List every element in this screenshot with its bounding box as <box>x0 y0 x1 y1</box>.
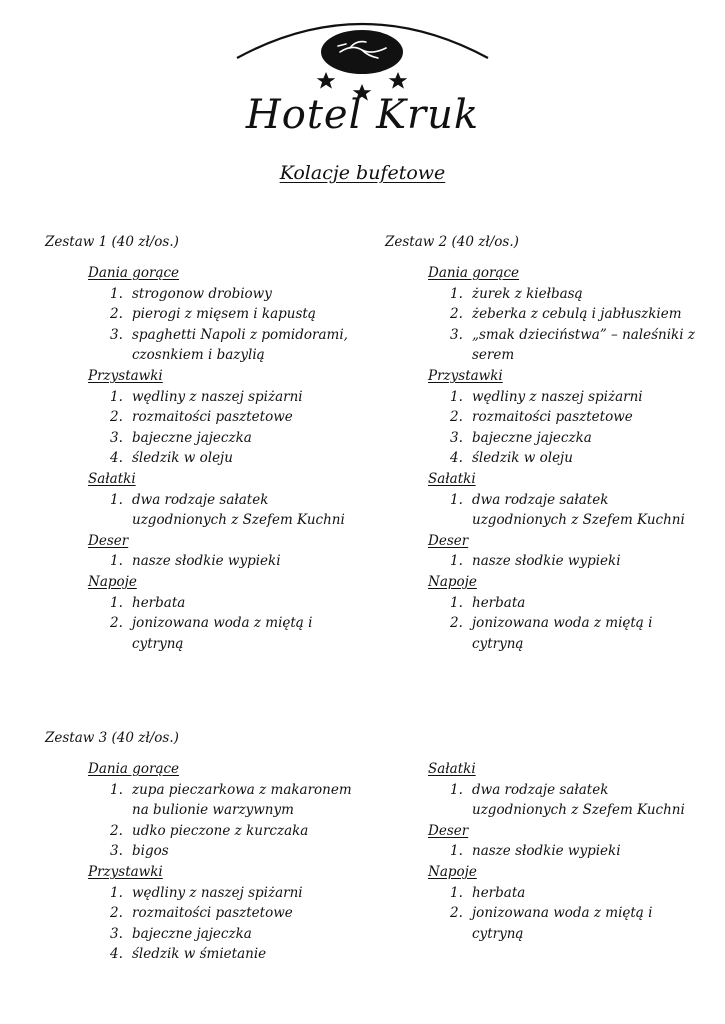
hotel-name-logo: Hotel Kruk <box>245 92 480 138</box>
set-1-salads-list <box>88 490 358 531</box>
list-item: nasze słodkie wypieki <box>132 553 281 570</box>
page-title: Kolacje bufetowe <box>279 162 446 184</box>
list-item: wędliny z naszej spiżarni <box>132 884 303 901</box>
list-item: żeberka z cebulą i jabłuszkiem <box>472 306 682 323</box>
set-1-menu <box>88 263 358 654</box>
list-item: nasze słodkie wypieki <box>472 553 621 570</box>
list-item: dwa rodzaje sałatek uzgodnionych z Szefem Kuchni <box>132 491 345 529</box>
list-item: pierogi z mięsem i kapustą <box>132 306 316 323</box>
set-2-hot-dishes-list <box>428 284 698 366</box>
set-2-title: Zestaw 2 (40 zł/os.) <box>385 234 519 250</box>
set-2-section-dessert: Deser <box>428 532 469 549</box>
list-item: udko pieczone z kurczaka <box>132 822 309 839</box>
star-icon <box>389 72 408 89</box>
set-1-title: Zestaw 1 (40 zł/os.) <box>45 234 179 250</box>
set-3-section-salads: Sałatki <box>428 761 476 777</box>
set-1-section-hot-dishes: Dania gorące <box>88 265 180 281</box>
list-item: herbata <box>132 594 186 611</box>
list-item: żurek z kiełbasą <box>472 285 583 302</box>
set-2-section-drinks: Napoje <box>428 573 477 590</box>
list-item: rozmaitości pasztetowe <box>132 409 293 426</box>
set-3-menu-right <box>428 759 698 944</box>
set-1-starters-list <box>88 387 358 469</box>
set-2-section-starters: Przystawki <box>428 367 503 384</box>
set-1-hot-dishes-list <box>88 284 358 366</box>
set-1-section-starters: Przystawki <box>88 367 163 384</box>
set-2-section-hot-dishes: Dania gorące <box>428 265 520 281</box>
set-3-section-drinks: Napoje <box>428 863 477 880</box>
set-2-section-salads: Sałatki <box>428 470 476 487</box>
list-item: herbata <box>472 884 526 901</box>
list-item: śledzik w oleju <box>132 450 233 467</box>
list-item: jonizowana woda z miętą i cytryną <box>472 905 653 942</box>
list-item: bajeczne jajeczka <box>132 925 252 942</box>
set-3-menu-left <box>88 759 358 965</box>
list-item: dwa rodzaje sałatek uzgodnionych z Szefem Kuchni <box>472 781 685 819</box>
list-item: jonizowana woda z miętą i cytryną <box>472 615 653 652</box>
list-item: wędliny z naszej spiżarni <box>132 388 303 405</box>
list-item: jonizowana woda z miętą i cytryną <box>132 615 313 652</box>
set-3-section-starters: Przystawki <box>88 863 163 880</box>
set-3-starters-list <box>88 883 358 965</box>
list-item: wędliny z naszej spiżarni <box>472 388 643 405</box>
set-2-menu <box>428 263 698 654</box>
list-item: rozmaitości pasztetowe <box>132 905 293 922</box>
list-item: zupa pieczarkowa z makaronem na bulionie warzywnym <box>132 781 352 819</box>
set-3-dessert-list <box>428 841 698 862</box>
set-1-dessert-list <box>88 551 358 572</box>
set-1-section-dessert: Deser <box>88 532 129 549</box>
set-3-section-dessert: Deser <box>428 822 469 839</box>
list-item: rozmaitości pasztetowe <box>472 409 633 426</box>
set-3-salads-list <box>428 780 698 821</box>
set-2-dessert-list <box>428 551 698 572</box>
list-item: bajeczne jajeczka <box>132 429 252 446</box>
set-3-section-hot-dishes: Dania gorące <box>88 761 180 777</box>
set-3-hot-dishes-list <box>88 780 358 862</box>
list-item: nasze słodkie wypieki <box>472 843 621 860</box>
list-item: bajeczne jajeczka <box>472 429 592 446</box>
set-2-starters-list <box>428 387 698 469</box>
logo-oval-emblem <box>321 30 403 74</box>
star-icon <box>317 72 336 89</box>
set-3-drinks-list <box>428 883 698 945</box>
set-1-section-salads: Sałatki <box>88 470 136 487</box>
set-1-section-drinks: Napoje <box>88 573 137 590</box>
list-item: śledzik w oleju <box>472 450 573 467</box>
list-item: „smak dzieciństwa” – naleśniki z serem <box>472 326 695 364</box>
set-2-salads-list <box>428 490 698 531</box>
set-3-title: Zestaw 3 (40 zł/os.) <box>45 730 179 746</box>
list-item: strogonow drobiowy <box>132 285 272 302</box>
list-item: śledzik w śmietanie <box>132 946 267 963</box>
list-item: herbata <box>472 594 526 611</box>
set-1-drinks-list <box>88 593 358 655</box>
list-item: bigos <box>132 843 169 860</box>
list-item: spaghetti Napoli z pomidorami, czosnkiem i bazylią <box>132 326 348 364</box>
set-2-drinks-list <box>428 593 698 655</box>
list-item: dwa rodzaje sałatek uzgodnionych z Szefem Kuchni <box>472 491 685 529</box>
